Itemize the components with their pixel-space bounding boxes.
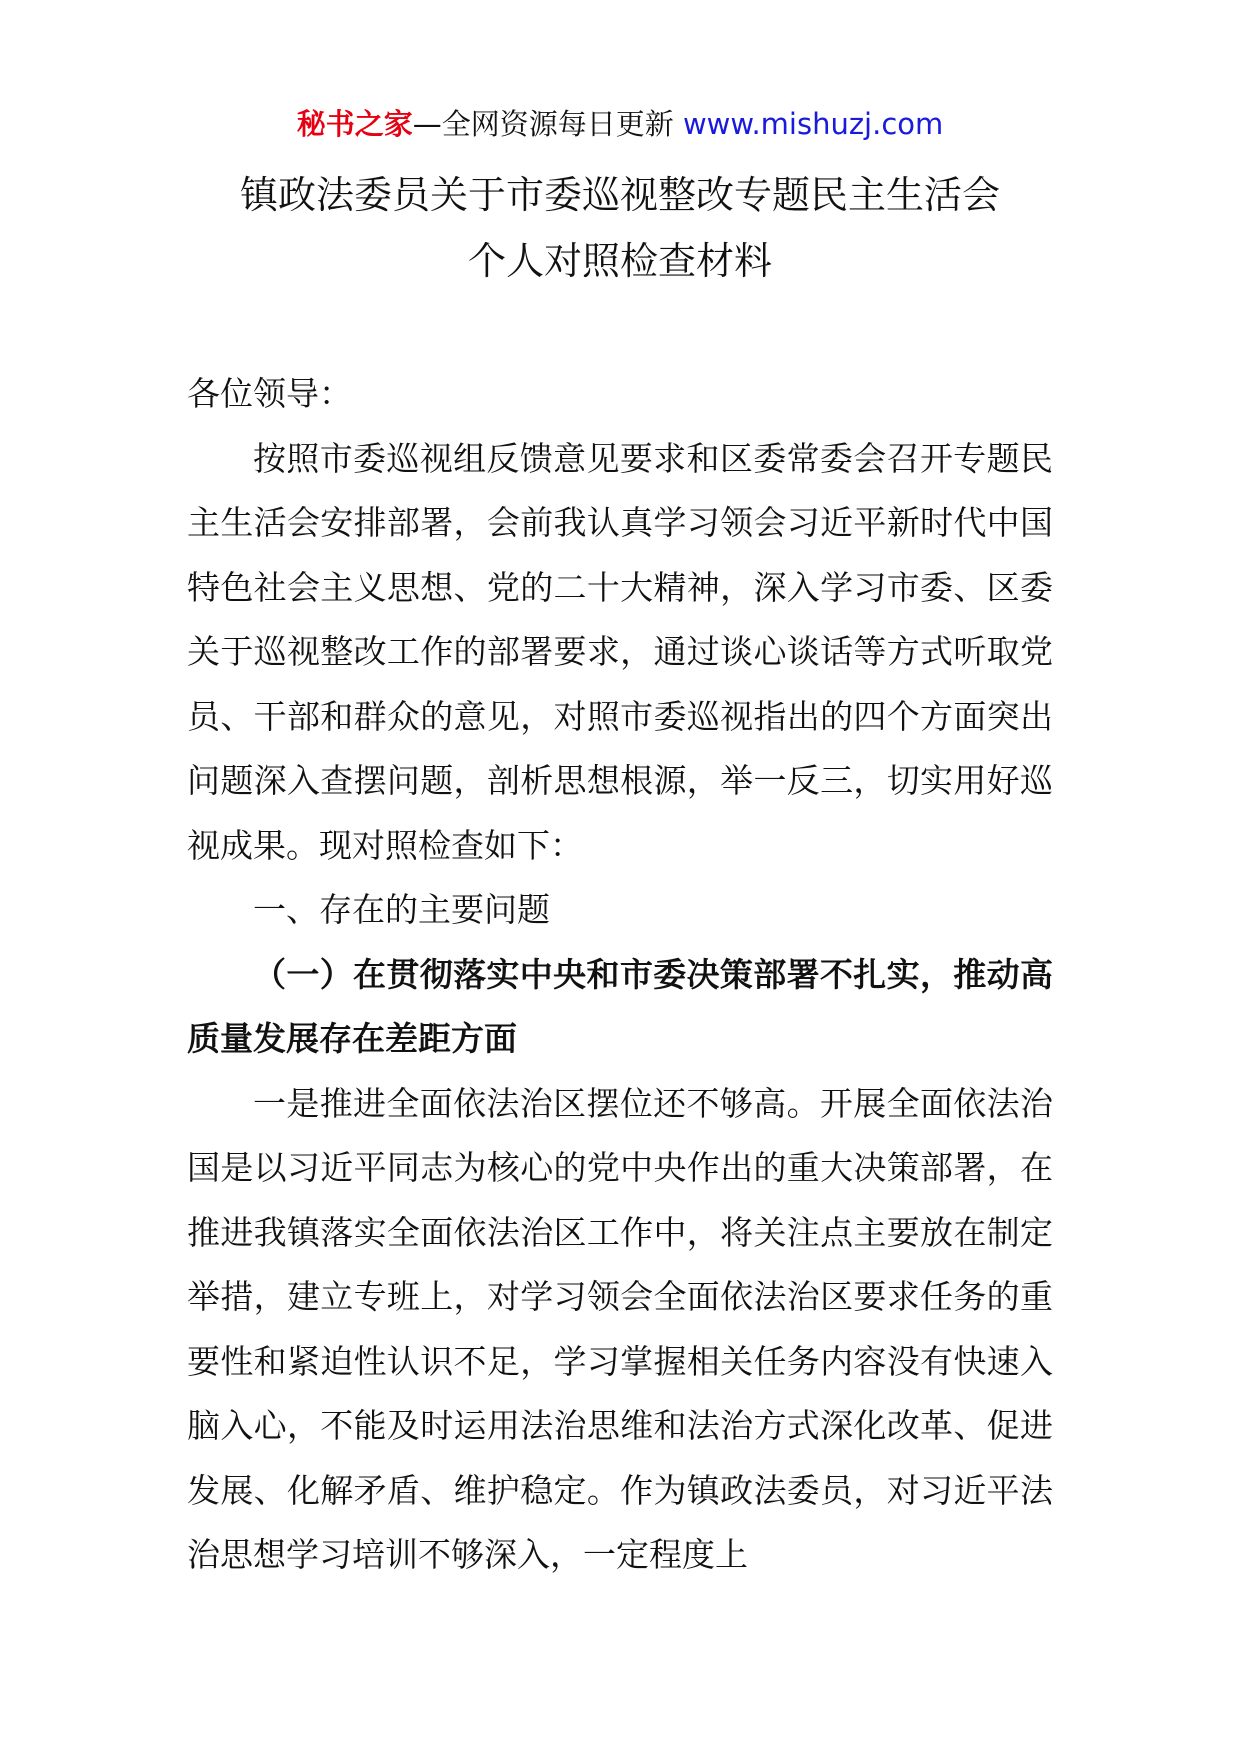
site-url-link[interactable]: www.mishuzj.com (682, 107, 944, 141)
title-line-2: 个人对照检查材料 (467, 239, 772, 283)
body-paragraph: 一是推进全面依法治区摆位还不够高。开展全面依法治国是以习近平同志为核心的党中央作出的重大决策部署，在推进我镇落实全面依法治区工作中，将关注点主要放在制定举措，建立专班上，对学习领会全面依法治区要求任务的重要性和紧迫性认识不足，学习掌握相关任务内容没有快速入脑入心，不能及时运用法治思维和法治方式深化改革、促进发展、化解矛盾、维护稳定。作为镇政法委员，对习近平法治思想学习培训不够深入，一定程度上 (187, 1083, 1053, 1574)
intro-paragraph: 按照市委巡视组反馈意见要求和区委常委会召开专题民主生活会安排部署，会前我认真学习领会习近平新时代中国特色社会主义思想、党的二十大精神，深入学习市委、区委关于巡视整改工作的部署要求，通过谈心谈话等方式听取党员、干部和群众的意见，对照市委巡视指出的四个方面突出问题深入查摆问题，剖析思想根源，举一反三，切实用好巡视成果。现对照检查如下： (187, 438, 1053, 865)
header-tagline: —全网资源每日更新 (412, 107, 674, 141)
salutation: 各位领导： (187, 374, 352, 413)
subsection-heading: （一）在贯彻落实中央和市委决策部署不扎实，推动高质量发展存在差距方面 (187, 954, 1053, 1058)
brand-name: 秘书之家 (296, 107, 413, 141)
document-title (0, 162, 1240, 294)
title-line-1: 镇政法委员关于市委巡视整改专题民主生活会 (239, 173, 1000, 217)
source-header (0, 104, 1240, 144)
document-body (187, 362, 1053, 1588)
section-heading: 一、存在的主要问题 (253, 890, 550, 929)
